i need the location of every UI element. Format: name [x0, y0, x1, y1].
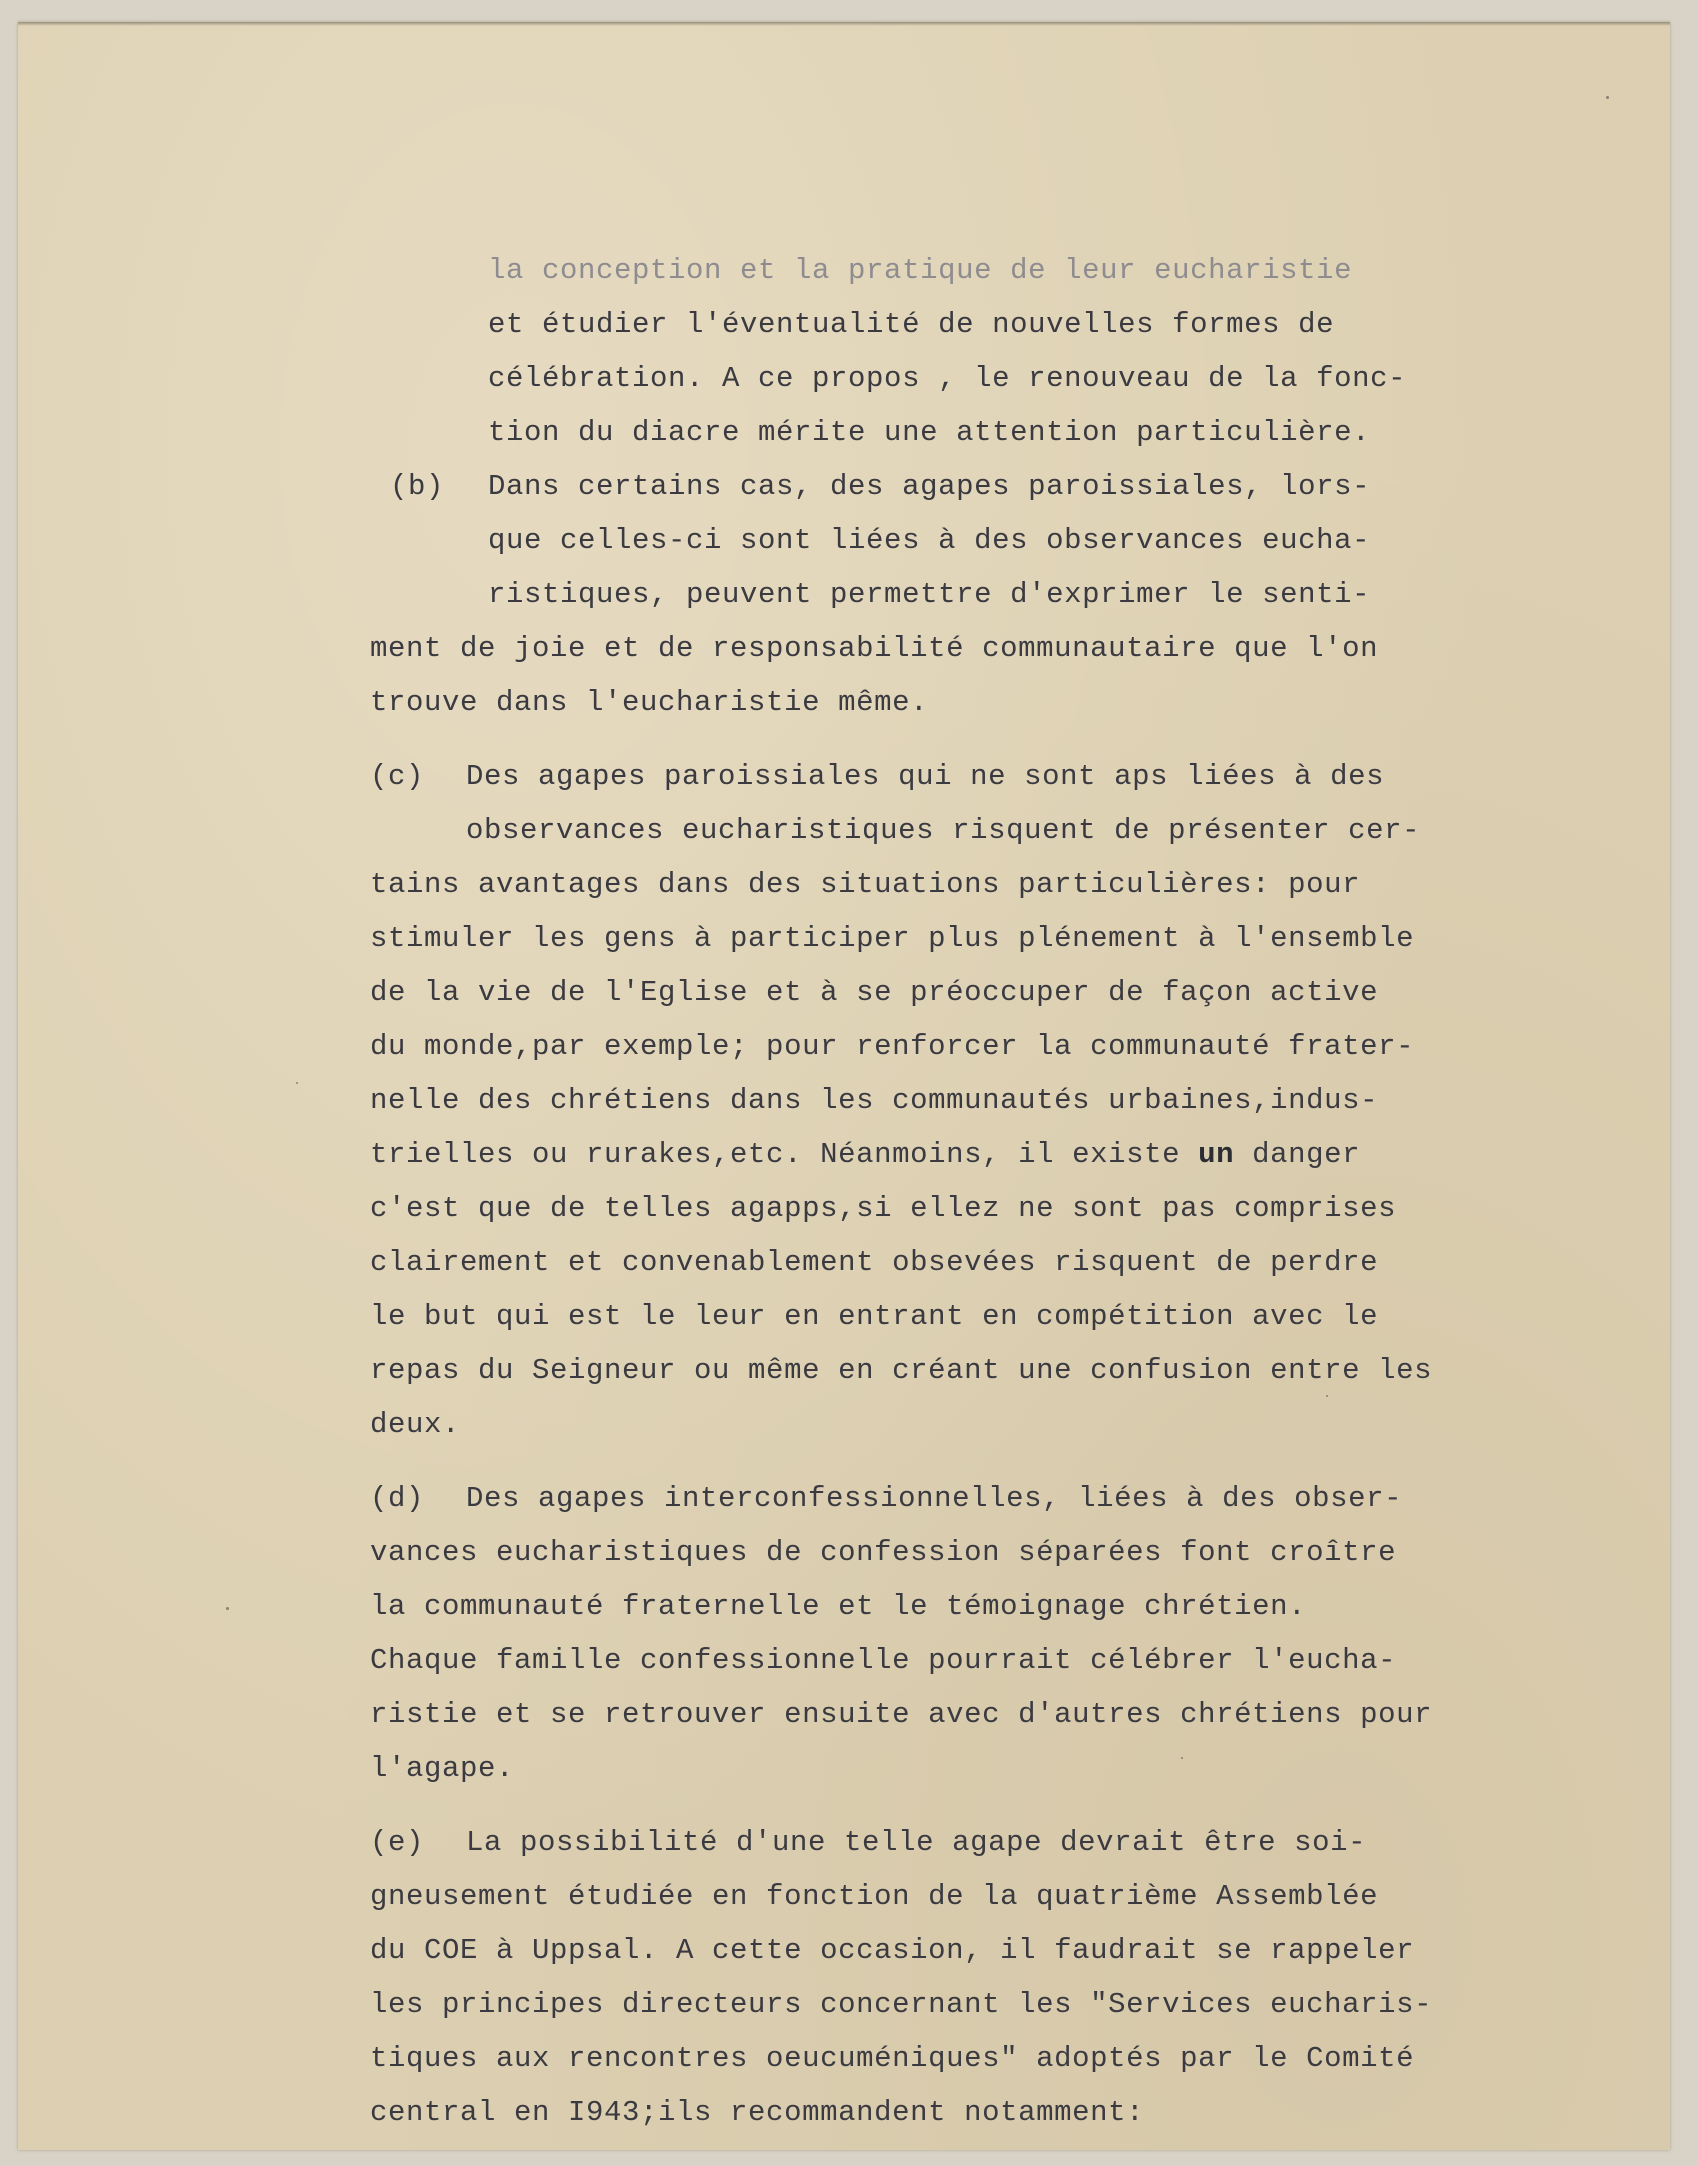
text-line: La possibilité d'une telle agape devrait être soi- — [466, 1826, 1367, 1859]
text-line: Des agapes interconfessionnelles, liées à des obser- — [466, 1482, 1403, 1515]
text-line: du COE à Uppsal. A cette occasion, il faudrait se rappeler — [370, 1934, 1415, 1967]
text-line: central en I943;ils recommandent notamment: — [370, 2096, 1145, 2129]
text-line: célébration. A ce propos , le renouveau de la fonc- — [488, 362, 1407, 395]
text-line: ristiques, peuvent permettre d'exprimer le senti- — [488, 578, 1371, 611]
text-line: tains avantages dans des situations particulières: pour — [370, 868, 1361, 901]
text-line: nelle des chrétiens dans les communautés urbaines,indus- — [370, 1084, 1379, 1117]
text-line: repas du Seigneur ou même en créant une confusion entre les — [370, 1354, 1433, 1387]
text-line: de la vie de l'Eglise et à se préoccuper de façon active — [370, 976, 1379, 1009]
text-line: ment de joie et de responsabilité communautaire que l'on — [370, 632, 1379, 665]
typewritten-text — [18, 22, 1670, 2150]
text-line: observances eucharistiques risquent de présenter cer- — [466, 814, 1421, 847]
text-line: Des agapes paroissiales qui ne sont aps liées à des — [466, 760, 1385, 793]
text-line: Chaque famille confessionnelle pourrait célébrer l'eucha- — [370, 1644, 1397, 1677]
text-line: tion du diacre mérite une attention particulière. — [488, 416, 1371, 449]
overstruck-word: un — [1198, 1138, 1235, 1171]
text-line: trouve dans l'eucharistie même. — [370, 686, 929, 719]
text-line — [370, 1138, 1360, 1172]
text-line: Dans certains cas, des agapes paroissiales, lors- — [488, 470, 1371, 503]
text-line: tiques aux rencontres oeucuméniques" adoptés par le Comité — [370, 2042, 1415, 2075]
text-line: deux. — [370, 1408, 461, 1441]
list-marker-b: (b) — [390, 470, 445, 503]
text-line: l'agape. — [370, 1752, 515, 1785]
text-line: c'est que de telles agapps,si ellez ne sont pas comprises — [370, 1192, 1397, 1225]
list-marker-d: (d) — [370, 1482, 425, 1515]
text-line: clairement et convenablement obsevées risquent de perdre — [370, 1246, 1379, 1279]
text-line: ristie et se retrouver ensuite avec d'autres chrétiens pour — [370, 1698, 1433, 1731]
text-span: trielles ou rurakes,etc. Néanmoins, il existe — [370, 1138, 1199, 1171]
text-line: que celles-ci sont liées à des observances eucha- — [488, 524, 1371, 557]
text-line: gneusement étudiée en fonction de la quatrième Assemblée — [370, 1880, 1379, 1913]
text-line: et étudier l'éventualité de nouvelles formes de — [488, 308, 1335, 341]
list-marker-c: (c) — [370, 760, 425, 793]
text-line: le but qui est le leur en entrant en compétition avec le — [370, 1300, 1379, 1333]
paper-sheet — [18, 22, 1670, 2150]
text-line: la conception et la pratique de leur eucharistie — [488, 254, 1353, 287]
text-line: stimuler les gens à participer plus plénement à l'ensemble — [370, 922, 1415, 955]
text-span: danger — [1234, 1138, 1361, 1171]
text-line: les principes directeurs concernant les "Services eucharis- — [370, 1988, 1433, 2021]
list-marker-e: (e) — [370, 1826, 425, 1859]
text-line: la communauté fraternelle et le témoignage chrétien. — [370, 1590, 1307, 1623]
text-line: du monde,par exemple; pour renforcer la communauté frater- — [370, 1030, 1415, 1063]
text-line: vances eucharistiques de confession séparées font croître — [370, 1536, 1397, 1569]
